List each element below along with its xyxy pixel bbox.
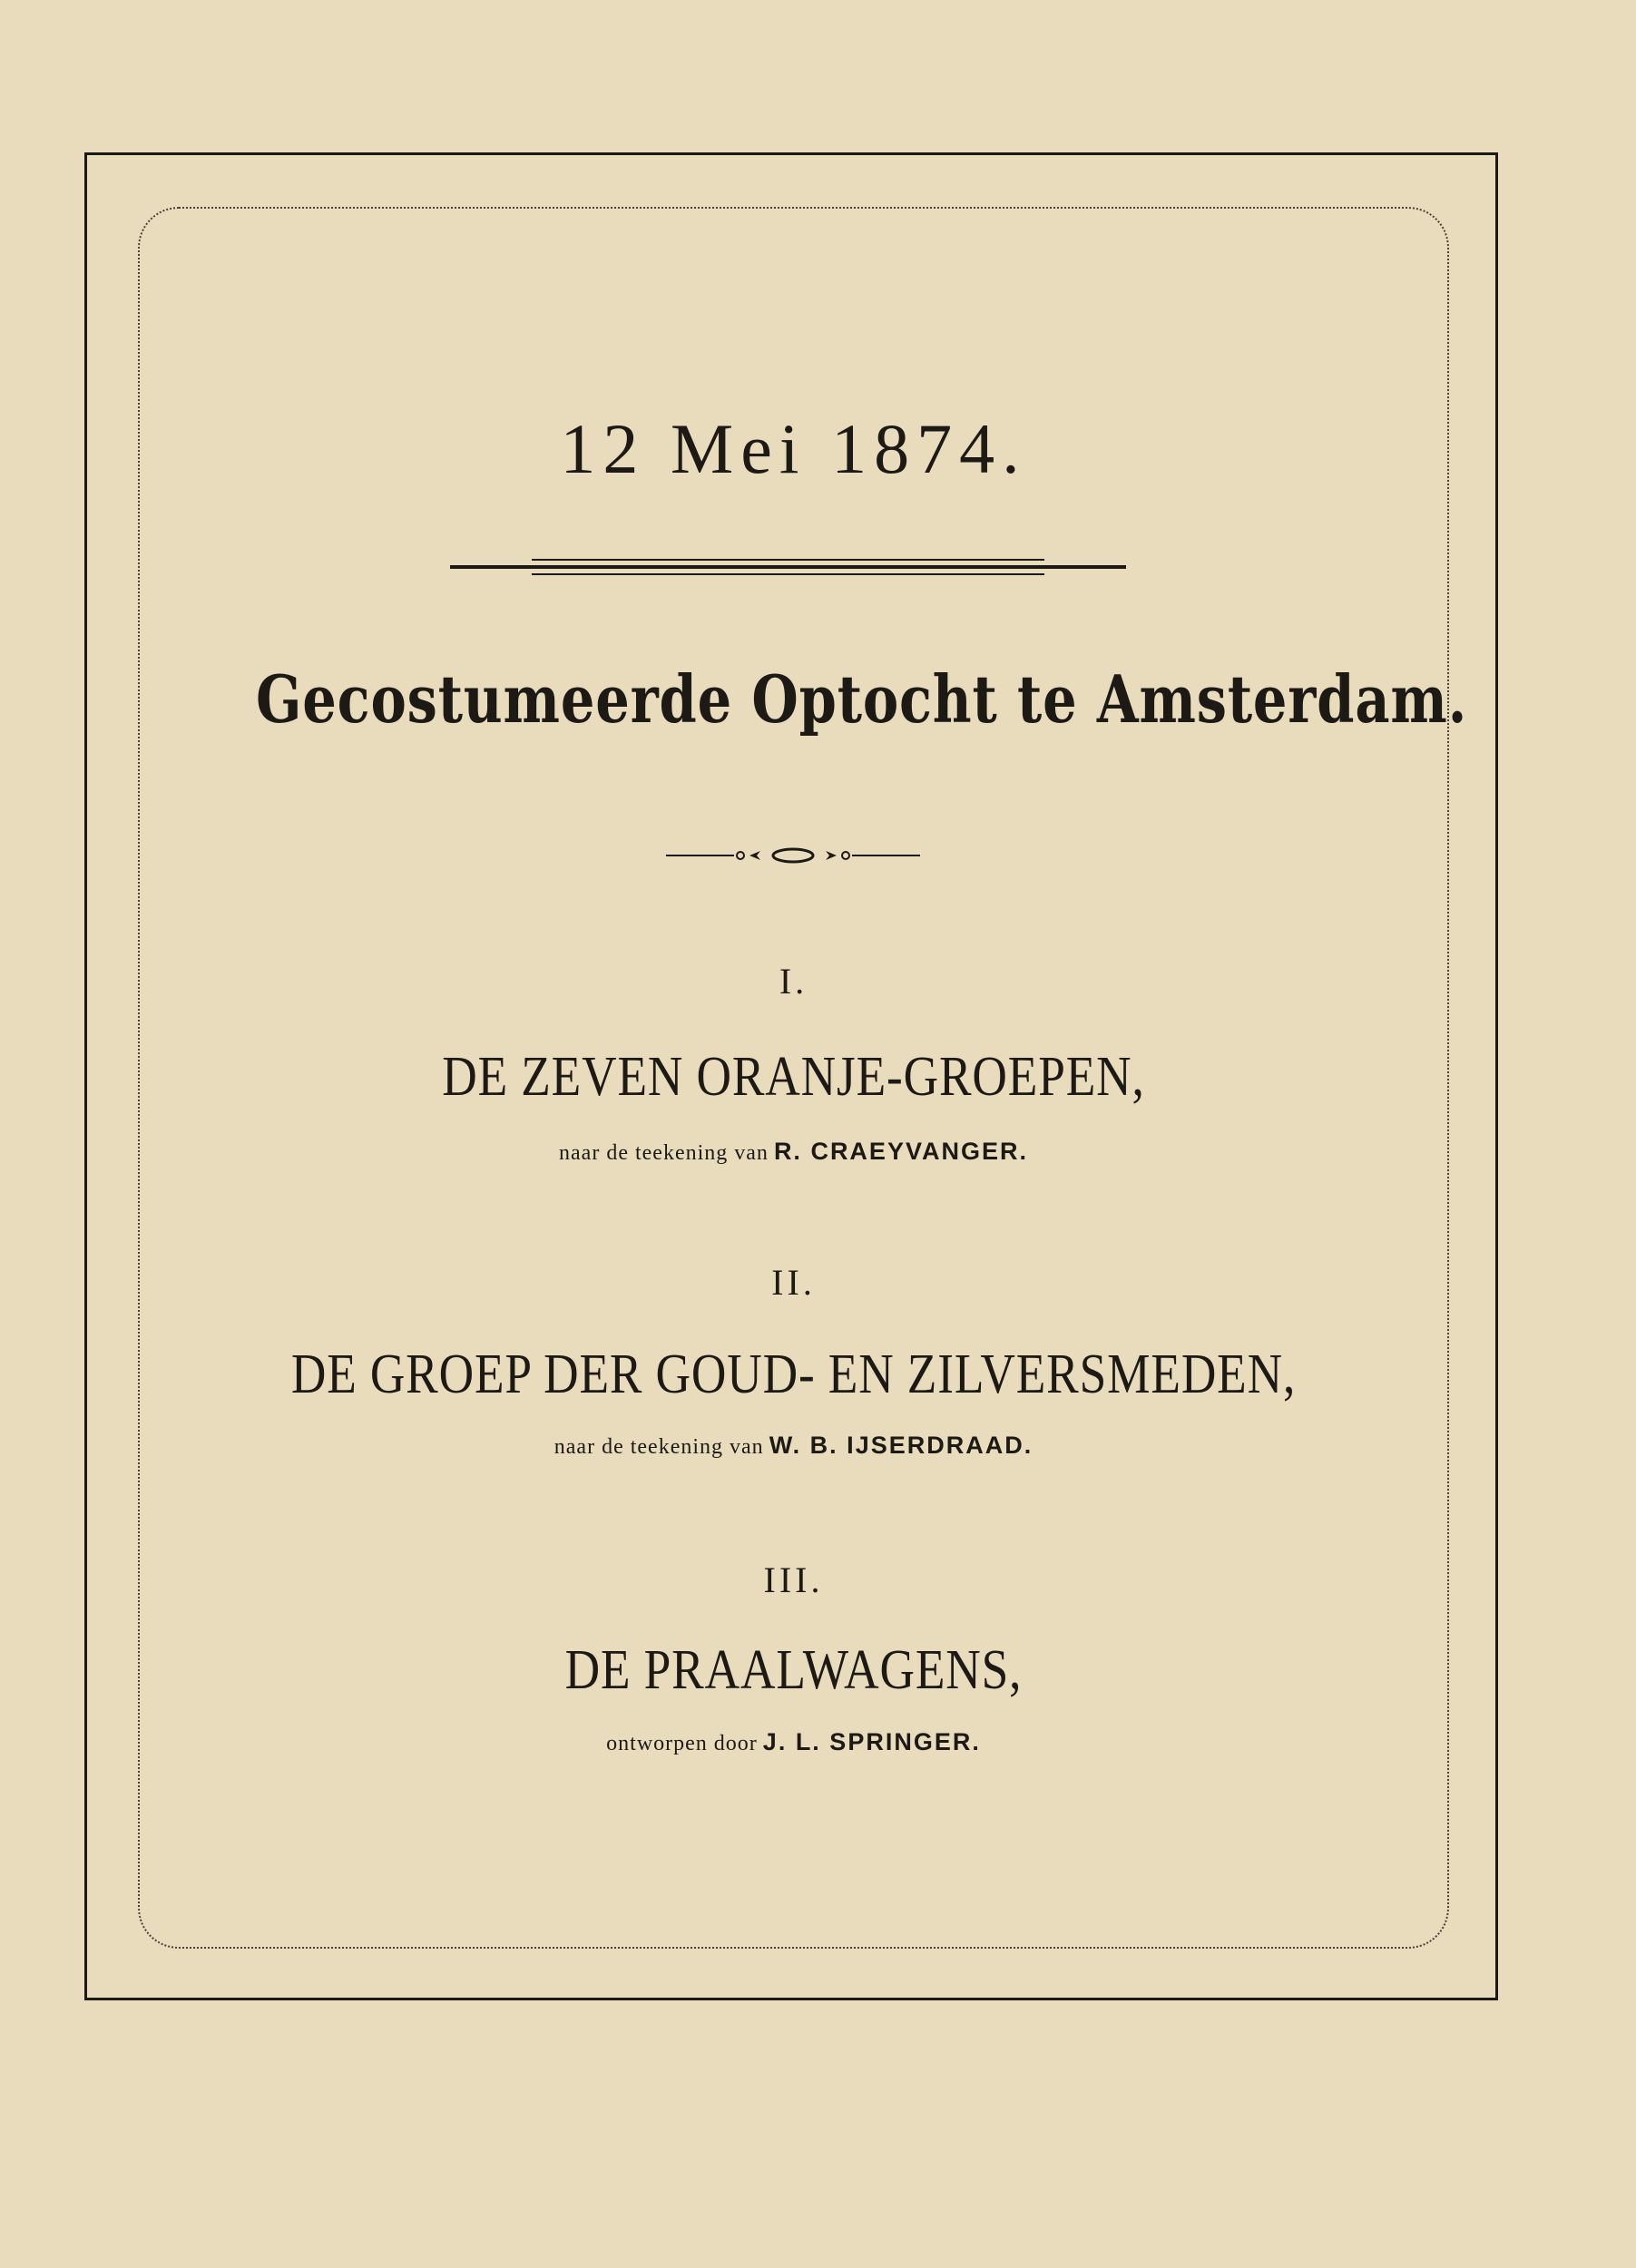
- ornament-divider-icon: [666, 842, 920, 869]
- section-3-credit-prefix: ontworpen door: [606, 1732, 758, 1755]
- section-2-credit-prefix: naar de teekening van: [553, 1435, 764, 1459]
- section-3-heading: DE PRAALWAGENS,: [564, 1639, 1023, 1701]
- section-1-artist: R. CRAEYVANGER.: [773, 1138, 1028, 1165]
- section-2-numeral: II.: [771, 1262, 816, 1303]
- section-2-artist: W. B. IJSERDRAAD.: [769, 1432, 1034, 1459]
- rule-line-lower: [532, 573, 1044, 575]
- section-3-numeral: III.: [763, 1559, 824, 1600]
- rule-line-upper: [532, 559, 1044, 561]
- decorative-rule: [450, 559, 1126, 577]
- section-1-numeral: I.: [779, 961, 808, 1002]
- title-page: [138, 207, 1468, 1949]
- section-2-credit: [138, 1432, 1449, 1460]
- section-3-artist: J. L. SPRINGER.: [762, 1728, 981, 1755]
- rule-line-main: [450, 565, 1126, 569]
- section-1-heading: DE ZEVEN ORANJE-GROEPEN,: [442, 1046, 1145, 1108]
- section-1-credit: [138, 1138, 1449, 1166]
- page-title: Gecostumeerde Optocht te Amsterdam.: [256, 660, 1468, 738]
- page-date: 12 Mei 1874.: [560, 409, 1027, 488]
- section-1-credit-prefix: naar de teekening van: [559, 1141, 769, 1165]
- section-2-heading: DE GROEP DER GOUD- EN ZILVERSMEDEN,: [290, 1344, 1297, 1405]
- section-3-credit: [138, 1728, 1449, 1756]
